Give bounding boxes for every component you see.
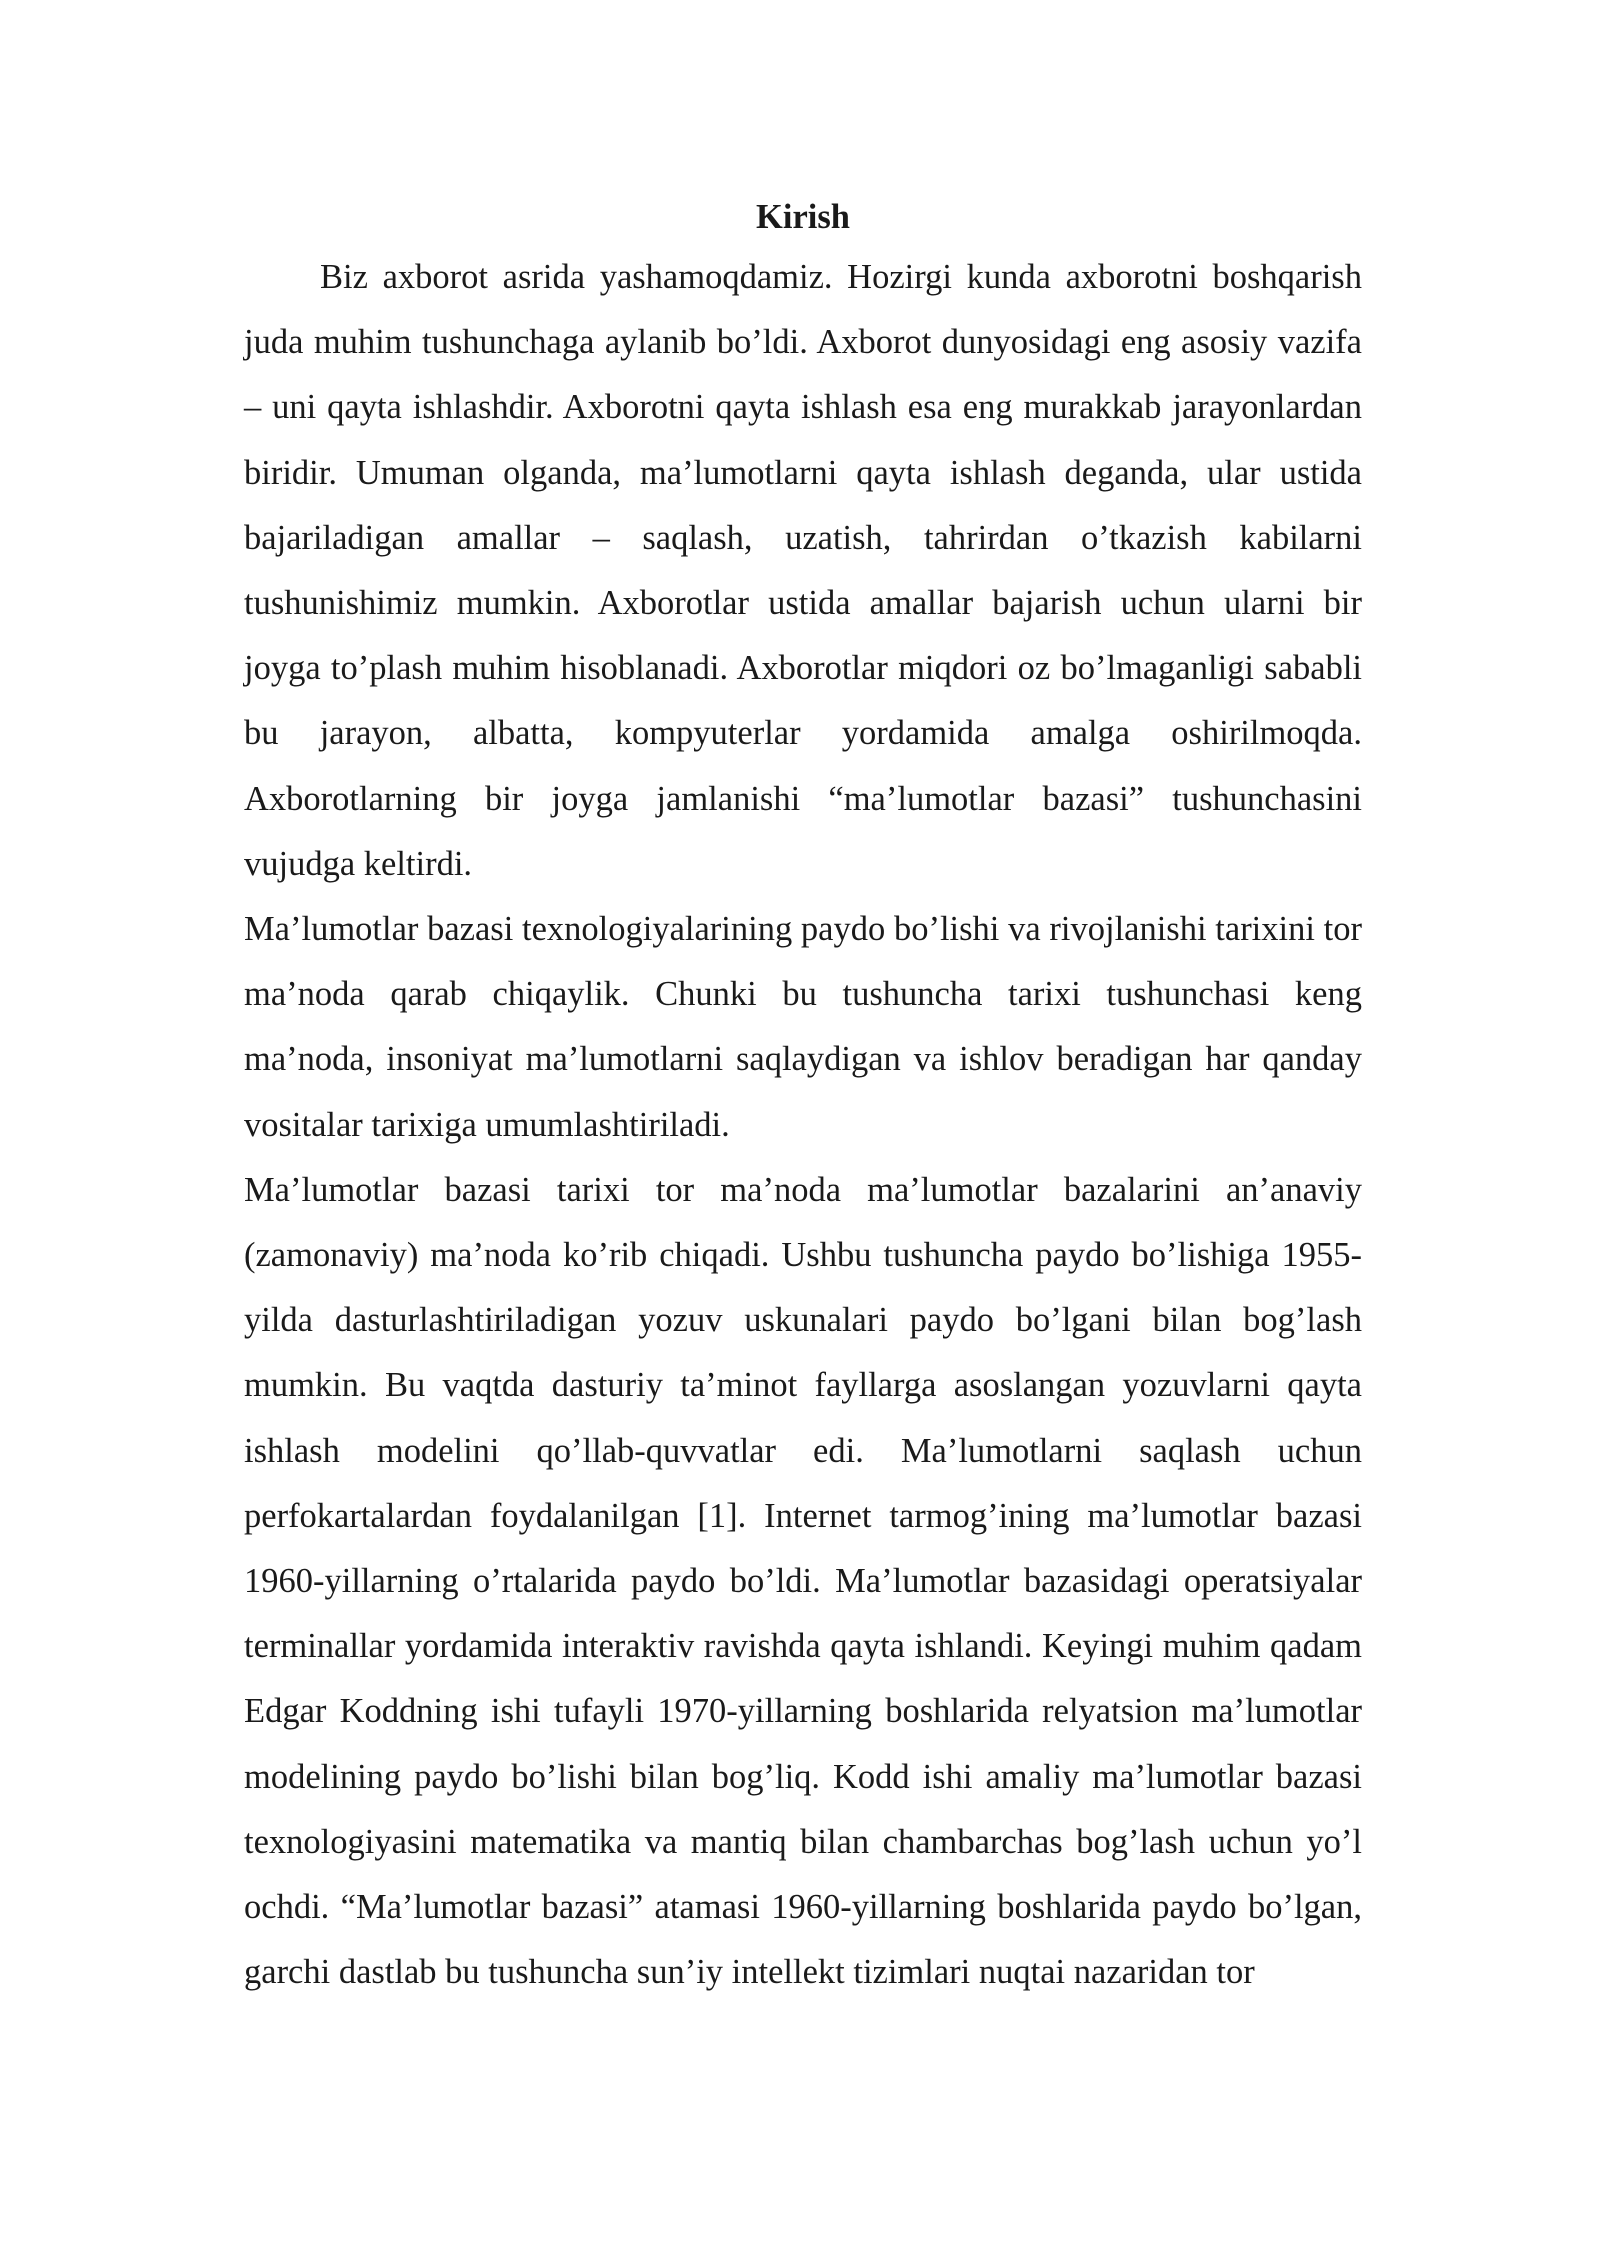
document-body bbox=[244, 190, 1362, 2005]
paragraph-intro: Biz axborot asrida yashamoqdamiz. Hozirgi kunda axborotni boshqarish juda muhim tushunchaga aylanib bo’ldi. Axborot dunyosidagi eng asosiy vazifa – uni qayta ishlashdir. Axborotni qayta ishlash esa eng murakkab jarayonlardan biridir. Umuman olganda, ma’lumotlarni qayta ishlash deganda, ular ustida bajariladigan amallar – saqlash, uzatish, tahrirdan o’tkazish kabilarni tushunishimiz mumkin. Axborotlar ustida amallar bajarish uchun ularni bir joyga to’plash muhim hisoblanadi. Axborotlar miqdori oz bo’lmaganligi sababli bu jarayon, albatta, kompyuterlar yordamida amalga oshirilmoqda. Axborotlarning bir joyga jamlanishi “ma’lumotlar bazasi” tushunchasini vujudga keltirdi. bbox=[244, 258, 1362, 883]
paragraph-history-details: Ma’lumotlar bazasi tarixi tor ma’noda ma’lumotlar bazalarini an’anaviy (zamonaviy) ma’noda ko’rib chiqadi. Ushbu tushuncha paydo bo’lishiga 1955-yilda dasturlashtiriladigan yozuv uskunalari paydo bo’lgani bilan bog’lash mumkin. Bu vaqtda dasturiy ta’minot fayllarga asoslangan yozuvlarni qayta ishlash modelini qo’llab-quvvatlar edi. Ma’lumotlarni saqlash uchun perfokartalardan foydalanilgan [1]. Internet tarmog’ining ma’lumotlar bazasi 1960-yillarning o’rtalarida paydo bo’ldi. Ma’lumotlar bazasidagi operatsiyalar terminallar yordamida interaktiv ravishda qayta ishlandi. Keyingi muhim qadam Edgar Koddning ishi tufayli 1970-yillarning boshlarida relyatsion ma’lumotlar modelining paydo bo’lishi bilan bog’liq. Kodd ishi amaliy ma’lumotlar bazasi texnologiyasini matematika va mantiq bilan chambarchas bog’lash uchun yo’l ochdi. “Ma’lumotlar bazasi” atamasi 1960-yillarning boshlarida paydo bo’lgan, garchi dastlab bu tushuncha sun’iy intellekt tizimlari nuqtai nazaridan tor bbox=[244, 1170, 1362, 1992]
page-title: Kirish bbox=[756, 198, 850, 236]
paragraph-history-scope: Ma’lumotlar bazasi texnologiyalarining paydo bo’lishi va rivojlanishi tarixini tor ma’noda qarab chiqaylik. Chunki bu tushuncha tarixi tushunchasi keng ma’noda, insoniyat ma’lumotlarni saqlaydigan va ishlov beradigan har qanday vositalar tarixiga umumlashtiriladi. bbox=[244, 910, 1362, 1144]
